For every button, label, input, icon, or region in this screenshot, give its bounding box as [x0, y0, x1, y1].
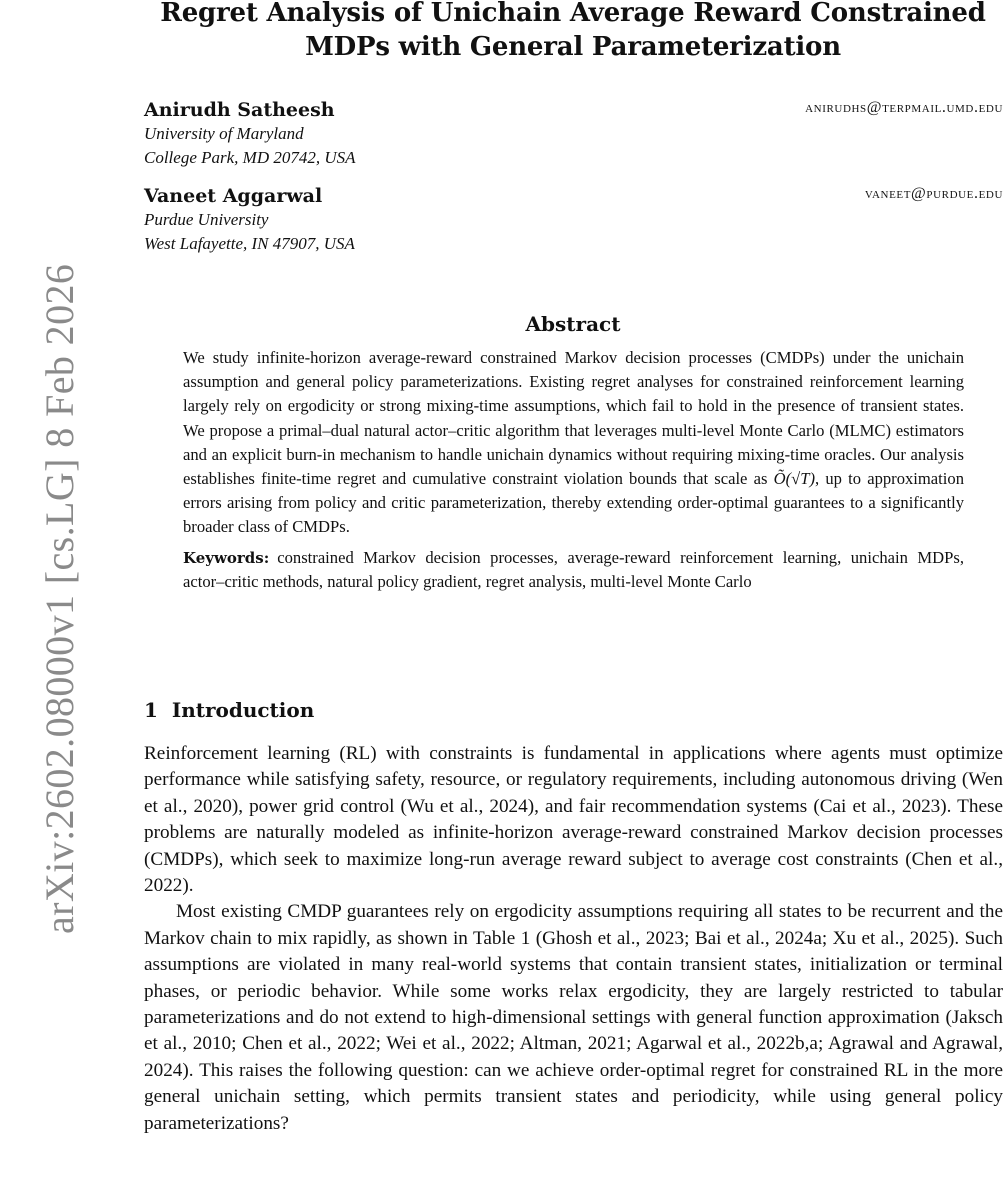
author-address: West Lafayette, IN 47907, USA [144, 234, 355, 253]
keywords [183, 546, 964, 594]
arxiv-identifier: arXiv:2602.08000v1 [cs.LG] 8 Feb 2026 [37, 263, 82, 934]
regret-bound-math: Õ(√T) [773, 469, 815, 489]
abstract-heading: Abstract [525, 312, 621, 336]
abstract-text-before: We study infinite-horizon average-reward constrained Markov decision processes (CMDPs) under the unichain assumption and general policy parameterizations. Existing regret analyses for constrained reinforcement learning largely rely on ergodicity or strong mixing-time assumptions, which fail to hold in the presence of transient states. We propose a primal–dual natural actor–critic algorithm that leverages multi-level Monte Carlo (MLMC) estimators and an explicit burn-in mechanism to handle unichain dynamics without requiring mixing-time oracles. Our analysis establishes finite-time regret and cumulative constraint violation bounds that scale as [183, 348, 964, 489]
arxiv-sidebar [0, 0, 82, 1200]
keywords-label: Keywords: [183, 548, 270, 567]
author-affiliation: Purdue University [144, 210, 269, 229]
introduction-body [144, 741, 1003, 1137]
abstract-body [183, 346, 964, 594]
intro-paragraph-2: Most existing CMDP guarantees rely on ergodicity assumptions requiring all states to be recurrent and the Markov chain to mix rapidly, as shown in Table 1 (Ghosh et al., 2023; Bai et al., 2024a; Xu et al., 2025). Such assumptions are violated in many real-world systems that contain transient states, initialization or terminal phases, or periodic behavior. While some works relax ergodicity, they are largely restricted to tabular parameterizations and do not extend to high-dimensional settings with general function approximation (Jaksch et al., 2010; Chen et al., 2022; Wei et al., 2022; Altman, 2021; Agarwal et al., 2022b,a; Agrawal and Agrawal, 2024). This raises the following question: can we achieve order-optimal regret for constrained RL in the more general unichain setting, which permits transient states and periodicity, while using general policy parameterizations? [144, 901, 1003, 1134]
author-name: Anirudh Satheesh [144, 99, 335, 121]
author-email: anirudhs@terpmail.umd.edu [805, 99, 1003, 116]
abstract-text-after: , up to approximation errors arising from policy and critic parameterization, thereby extending order-optimal guarantees to a significantly broader class of CMDPs. [183, 469, 964, 537]
keywords-list: constrained Markov decision processes, average-reward reinforcement learning, unichain MDPs, actor–critic methods, natural policy gradient, regret analysis, multi-level Monte Carlo [183, 547, 964, 591]
author-block-1 [144, 98, 1003, 170]
abstract-paragraph [183, 346, 964, 540]
author-block-2 [144, 184, 1003, 256]
author-email: vaneet@purdue.edu [864, 185, 1003, 202]
author-affiliation: University of Maryland [144, 124, 304, 143]
intro-paragraph-1: Reinforcement learning (RL) with constraints is fundamental in applications where agents must optimize performance while satisfying safety, resource, or regulatory requirements, including autonomous driving (Wen et al., 2020), power grid control (Wu et al., 2024), and fair recommendation systems (Cai et al., 2023). These problems are naturally modeled as infinite-horizon average-reward constrained Markov decision processes (CMDPs), which seek to maximize long-run average reward subject to average cost constraints (Chen et al., 2022). [144, 743, 1003, 897]
author-address: College Park, MD 20742, USA [144, 148, 356, 167]
author-name: Vaneet Aggarwal [144, 185, 323, 207]
paper-title: Regret Analysis of Unichain Average Reward Constrained MDPs with General Parameterization [160, 0, 986, 62]
section-heading-introduction: 1 Introduction [144, 698, 315, 722]
